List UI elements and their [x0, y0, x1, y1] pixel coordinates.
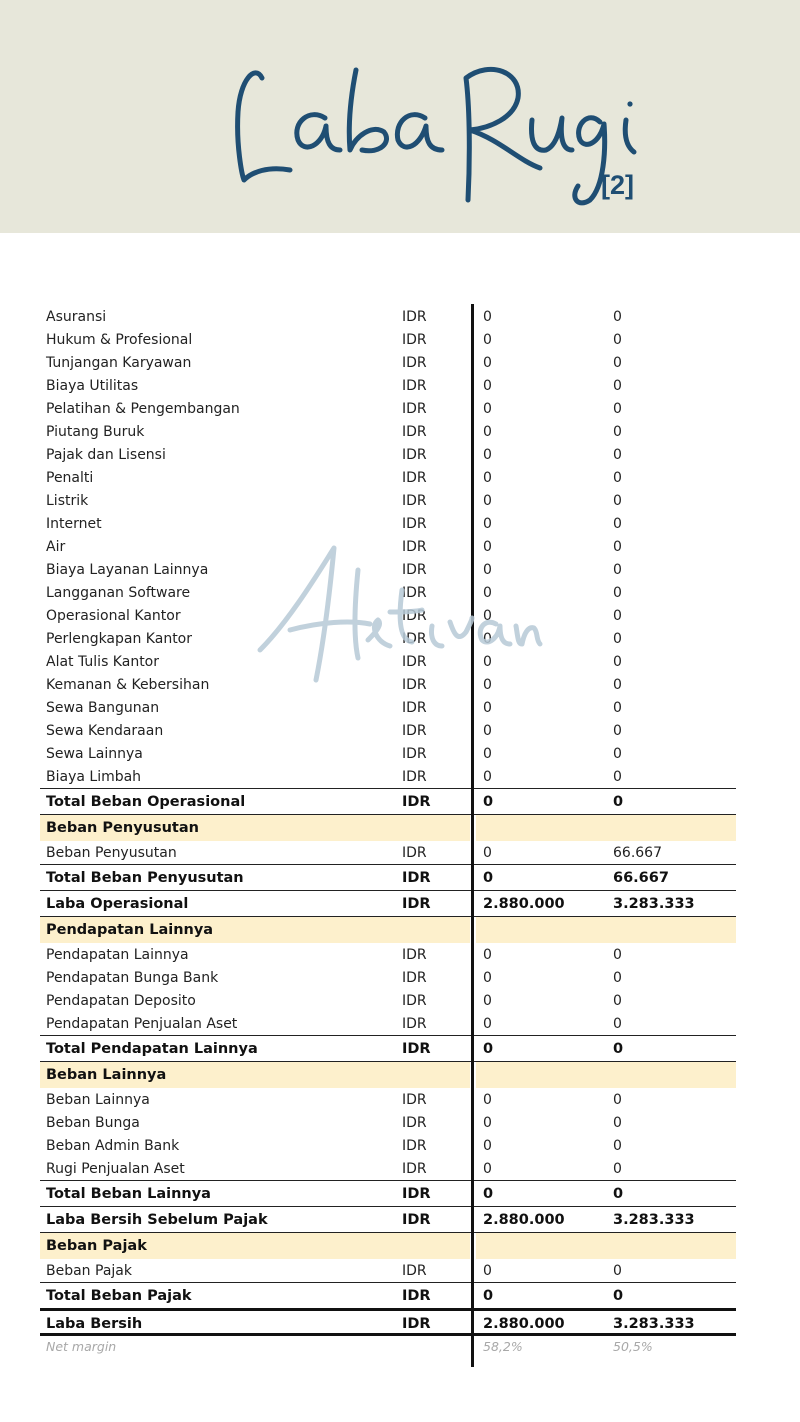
total-row — [40, 890, 736, 916]
value-period-1: 0 — [483, 539, 492, 555]
row-label: Tunjangan Karyawan — [46, 355, 192, 371]
value-period-1: 0 — [483, 1186, 494, 1202]
row-label: Pendapatan Penjualan Aset — [46, 1016, 238, 1032]
currency-label: IDR — [402, 769, 427, 785]
row-label: Langganan Software — [46, 585, 191, 601]
row-label: Kemanan & Kebersihan — [46, 677, 210, 693]
value-period-2: 0 — [613, 769, 622, 785]
section-label: Beban Pajak — [46, 1238, 147, 1254]
value-period-2: 0 — [613, 470, 622, 486]
row-label: Laba Bersih — [46, 1316, 143, 1332]
currency-label: IDR — [402, 539, 427, 555]
currency-label: IDR — [402, 493, 427, 509]
value-period-2: 0 — [613, 1016, 622, 1032]
value-period-1: 0 — [483, 700, 492, 716]
line-item — [40, 966, 736, 989]
value-period-1: 58,2% — [483, 1339, 523, 1354]
value-period-2: 0 — [613, 562, 622, 578]
line-item — [40, 696, 736, 719]
currency-label: IDR — [402, 562, 427, 578]
currency-label: IDR — [402, 845, 427, 861]
value-period-1: 0 — [483, 1288, 494, 1304]
value-period-2: 0 — [613, 378, 622, 394]
row-label: Listrik — [46, 493, 89, 509]
row-label: Total Beban Operasional — [46, 794, 246, 810]
row-label: Sewa Kendaraan — [46, 723, 164, 739]
grand-total-row — [40, 1308, 736, 1336]
currency-label: IDR — [402, 794, 431, 810]
value-period-1: 0 — [483, 585, 492, 601]
value-period-1: 0 — [483, 424, 492, 440]
section-header — [40, 1061, 736, 1088]
currency-label: IDR — [402, 1161, 427, 1177]
value-period-2: 0 — [613, 608, 622, 624]
line-item — [40, 1012, 736, 1035]
total-row — [40, 1282, 736, 1308]
value-period-2: 0 — [613, 1288, 624, 1304]
line-item — [40, 1157, 736, 1180]
line-item — [40, 742, 736, 765]
line-item — [40, 989, 736, 1012]
currency-label: IDR — [402, 516, 427, 532]
value-period-1: 0 — [483, 516, 492, 532]
line-item — [40, 489, 736, 512]
currency-label: IDR — [402, 1186, 431, 1202]
currency-label: IDR — [402, 700, 427, 716]
section-header — [40, 814, 736, 841]
value-period-2: 0 — [613, 401, 622, 417]
value-period-2: 0 — [613, 355, 622, 371]
row-label: Perlengkapan Kantor — [46, 631, 193, 647]
row-label: Beban Bunga — [46, 1115, 140, 1131]
value-period-1: 0 — [483, 1016, 492, 1032]
value-period-1: 0 — [483, 845, 492, 861]
value-period-1: 0 — [483, 870, 494, 886]
line-item — [40, 719, 736, 742]
currency-label: IDR — [402, 677, 427, 693]
line-item — [40, 397, 736, 420]
row-label: Biaya Utilitas — [46, 378, 139, 394]
line-item — [40, 328, 736, 351]
line-item — [40, 535, 736, 558]
title-banner — [0, 0, 800, 233]
value-period-2: 0 — [613, 539, 622, 555]
note-row — [40, 1336, 736, 1358]
line-item — [40, 420, 736, 443]
row-label: Pajak dan Lisensi — [46, 447, 166, 463]
value-period-2: 0 — [613, 700, 622, 716]
line-item — [40, 1088, 736, 1111]
value-period-1: 0 — [483, 1115, 492, 1131]
value-period-1: 0 — [483, 378, 492, 394]
row-label: Biaya Layanan Lainnya — [46, 562, 209, 578]
currency-label: IDR — [402, 1016, 427, 1032]
value-period-2: 0 — [613, 970, 622, 986]
section-label: Beban Lainnya — [46, 1067, 167, 1083]
line-item — [40, 581, 736, 604]
currency-label: IDR — [402, 1288, 431, 1304]
value-period-1: 0 — [483, 1263, 492, 1279]
line-item — [40, 650, 736, 673]
value-period-2: 0 — [613, 424, 622, 440]
row-label: Total Beban Penyusutan — [46, 870, 244, 886]
row-label: Pendapatan Lainnya — [46, 947, 189, 963]
row-label: Sewa Lainnya — [46, 746, 143, 762]
value-period-2: 0 — [613, 746, 622, 762]
currency-label: IDR — [402, 1138, 427, 1154]
value-period-1: 0 — [483, 769, 492, 785]
row-label: Laba Operasional — [46, 896, 189, 912]
line-item — [40, 512, 736, 535]
value-period-1: 0 — [483, 470, 492, 486]
value-period-1: 0 — [483, 947, 492, 963]
total-row — [40, 864, 736, 890]
row-label: Total Beban Pajak — [46, 1288, 192, 1304]
value-period-1: 0 — [483, 677, 492, 693]
row-label: Biaya Limbah — [46, 769, 142, 785]
row-label: Internet — [46, 516, 102, 532]
row-label: Piutang Buruk — [46, 424, 145, 440]
value-period-1: 0 — [483, 355, 492, 371]
row-label: Total Pendapatan Lainnya — [46, 1041, 258, 1057]
value-period-1: 2.880.000 — [483, 1212, 565, 1228]
value-period-1: 0 — [483, 562, 492, 578]
value-period-2: 0 — [613, 1115, 622, 1131]
row-label: Asuransi — [46, 309, 107, 325]
row-label: Pelatihan & Pengembangan — [46, 401, 240, 417]
value-period-2: 0 — [613, 723, 622, 739]
currency-label: IDR — [402, 631, 427, 647]
currency-label: IDR — [402, 723, 427, 739]
row-label: Alat Tulis Kantor — [46, 654, 160, 670]
handwritten-title — [0, 0, 800, 233]
value-period-2: 0 — [613, 1161, 622, 1177]
value-period-1: 0 — [483, 309, 492, 325]
value-period-2: 0 — [613, 677, 622, 693]
value-period-1: 0 — [483, 993, 492, 1009]
currency-label: IDR — [402, 447, 427, 463]
currency-label: IDR — [402, 1115, 427, 1131]
row-label: Rugi Penjualan Aset — [46, 1161, 185, 1177]
section-label: Beban Penyusutan — [46, 820, 199, 836]
value-period-2: 0 — [613, 493, 622, 509]
line-item — [40, 765, 736, 788]
section-header — [40, 1232, 736, 1259]
currency-label: IDR — [402, 993, 427, 1009]
row-label: Beban Admin Bank — [46, 1138, 180, 1154]
value-period-1: 0 — [483, 447, 492, 463]
value-period-2: 0 — [613, 516, 622, 532]
line-item — [40, 1134, 736, 1157]
value-period-1: 0 — [483, 654, 492, 670]
line-item — [40, 943, 736, 966]
income-statement-table — [40, 305, 736, 1358]
row-label: Penalti — [46, 470, 94, 486]
section-header — [40, 916, 736, 943]
value-period-2: 0 — [613, 947, 622, 963]
row-label: Beban Pajak — [46, 1263, 132, 1279]
currency-label: IDR — [402, 896, 431, 912]
row-label: Laba Bersih Sebelum Pajak — [46, 1212, 268, 1228]
value-period-2: 0 — [613, 1263, 622, 1279]
currency-label: IDR — [402, 1316, 431, 1332]
currency-label: IDR — [402, 1092, 427, 1108]
currency-label: IDR — [402, 746, 427, 762]
value-period-1: 0 — [483, 970, 492, 986]
value-period-1: 0 — [483, 794, 494, 810]
row-label: Total Beban Lainnya — [46, 1186, 211, 1202]
row-label: Pendapatan Deposito — [46, 993, 196, 1009]
value-period-2: 0 — [613, 631, 622, 647]
value-period-2: 0 — [613, 585, 622, 601]
currency-label: IDR — [402, 401, 427, 417]
value-period-1: 2.880.000 — [483, 896, 565, 912]
line-item — [40, 1111, 736, 1134]
row-label: Beban Penyusutan — [46, 845, 177, 861]
value-period-1: 0 — [483, 723, 492, 739]
line-item — [40, 1259, 736, 1282]
value-period-1: 0 — [483, 746, 492, 762]
currency-label: IDR — [402, 378, 427, 394]
value-period-2: 0 — [613, 794, 624, 810]
value-period-1: 0 — [483, 493, 492, 509]
row-label: Net margin — [46, 1339, 117, 1354]
value-period-2: 3.283.333 — [613, 1316, 695, 1332]
value-period-2: 0 — [613, 1186, 624, 1202]
total-row — [40, 1206, 736, 1232]
currency-label: IDR — [402, 424, 427, 440]
value-period-1: 0 — [483, 1092, 492, 1108]
total-row — [40, 788, 736, 814]
line-item — [40, 558, 736, 581]
currency-label: IDR — [402, 608, 427, 624]
value-period-2: 0 — [613, 447, 622, 463]
column-divider — [471, 304, 474, 1367]
page-subtitle: [2] — [601, 170, 634, 200]
value-period-2: 0 — [613, 1092, 622, 1108]
value-period-1: 0 — [483, 401, 492, 417]
currency-label: IDR — [402, 947, 427, 963]
value-period-2: 66.667 — [613, 845, 662, 861]
row-label: Pendapatan Bunga Bank — [46, 970, 219, 986]
total-row — [40, 1180, 736, 1206]
currency-label: IDR — [402, 332, 427, 348]
row-label: Operasional Kantor — [46, 608, 181, 624]
value-period-1: 0 — [483, 631, 492, 647]
currency-label: IDR — [402, 1212, 431, 1228]
line-item — [40, 627, 736, 650]
row-label: Hukum & Profesional — [46, 332, 193, 348]
line-item — [40, 374, 736, 397]
value-period-1: 0 — [483, 1138, 492, 1154]
line-item — [40, 673, 736, 696]
value-period-1: 0 — [483, 608, 492, 624]
value-period-1: 0 — [483, 1161, 492, 1177]
currency-label: IDR — [402, 1263, 427, 1279]
currency-label: IDR — [402, 654, 427, 670]
value-period-2: 0 — [613, 993, 622, 1009]
value-period-2: 50,5% — [613, 1339, 653, 1354]
currency-label: IDR — [402, 309, 427, 325]
value-period-2: 66.667 — [613, 870, 669, 886]
value-period-1: 0 — [483, 332, 492, 348]
section-label: Pendapatan Lainnya — [46, 922, 214, 938]
value-period-2: 3.283.333 — [613, 1212, 695, 1228]
row-label: Beban Lainnya — [46, 1092, 150, 1108]
line-item — [40, 841, 736, 864]
value-period-2: 0 — [613, 309, 622, 325]
line-item — [40, 604, 736, 627]
currency-label: IDR — [402, 870, 431, 886]
currency-label: IDR — [402, 355, 427, 371]
line-item — [40, 443, 736, 466]
value-period-2: 0 — [613, 654, 622, 670]
currency-label: IDR — [402, 585, 427, 601]
value-period-1: 0 — [483, 1041, 494, 1057]
line-item — [40, 305, 736, 328]
currency-label: IDR — [402, 970, 427, 986]
line-item — [40, 466, 736, 489]
line-item — [40, 351, 736, 374]
value-period-1: 2.880.000 — [483, 1316, 565, 1332]
value-period-2: 0 — [613, 1041, 624, 1057]
value-period-2: 0 — [613, 332, 622, 348]
row-label: Sewa Bangunan — [46, 700, 160, 716]
currency-label: IDR — [402, 1041, 431, 1057]
total-row — [40, 1035, 736, 1061]
row-label: Air — [46, 539, 66, 555]
currency-label: IDR — [402, 470, 427, 486]
value-period-2: 0 — [613, 1138, 622, 1154]
value-period-2: 3.283.333 — [613, 896, 695, 912]
